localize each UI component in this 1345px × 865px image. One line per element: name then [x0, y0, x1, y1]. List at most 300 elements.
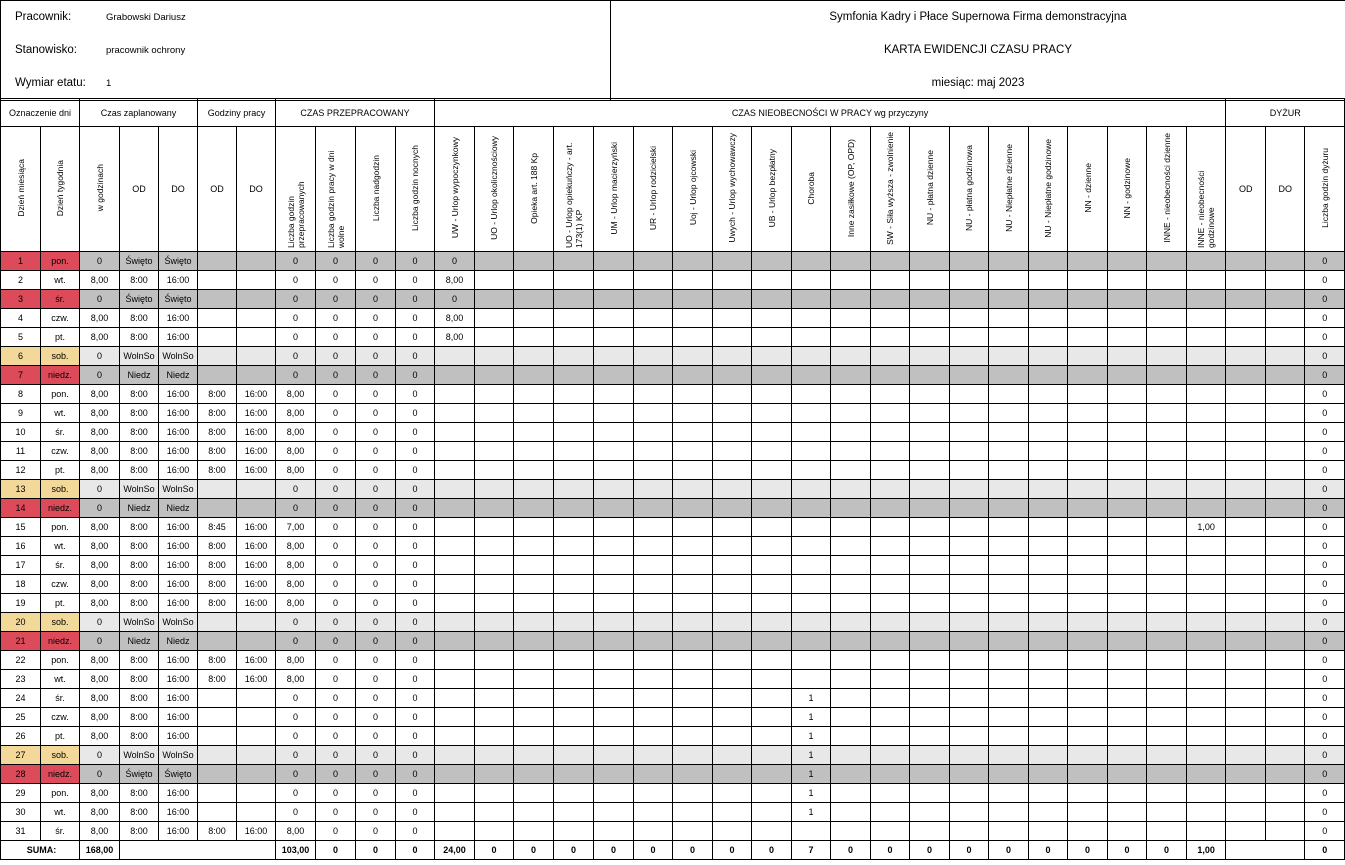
- table-cell: [910, 746, 950, 765]
- table-cell: [514, 575, 554, 594]
- sum-worked: 103,00: [276, 841, 316, 860]
- group-header-row: [1, 99, 1345, 127]
- table-cell: [475, 613, 514, 632]
- column-header: [554, 127, 594, 252]
- table-cell: [1029, 575, 1068, 594]
- table-cell: [950, 822, 989, 841]
- table-cell: [594, 480, 634, 499]
- table-cell: 8,00: [80, 651, 120, 670]
- table-cell: 0: [276, 309, 316, 328]
- table-cell: 19: [1, 594, 41, 613]
- table-cell: 0: [1305, 309, 1345, 328]
- table-cell: 16:00: [237, 594, 276, 613]
- table-cell: 16: [1, 537, 41, 556]
- table-cell: [1187, 461, 1226, 480]
- table-cell: 0: [316, 252, 356, 271]
- table-cell: Święto: [159, 765, 198, 784]
- table-cell: [475, 309, 514, 328]
- table-cell: 8:00: [120, 423, 159, 442]
- table-cell: [989, 556, 1029, 575]
- table-cell: 0: [1305, 480, 1345, 499]
- table-cell: 0: [396, 290, 435, 309]
- table-cell: [989, 366, 1029, 385]
- table-cell: [950, 537, 989, 556]
- table-cell: [950, 404, 989, 423]
- table-cell: 0: [80, 613, 120, 632]
- table-cell: [514, 385, 554, 404]
- table-cell: [1147, 670, 1187, 689]
- table-cell: [910, 290, 950, 309]
- table-cell: [910, 271, 950, 290]
- table-cell: [1068, 309, 1108, 328]
- table-cell: [594, 499, 634, 518]
- sum-empty: [120, 841, 276, 860]
- table-cell: [198, 765, 237, 784]
- table-cell: [752, 784, 792, 803]
- table-cell: 8,00: [276, 442, 316, 461]
- table-cell: [1187, 423, 1226, 442]
- table-cell: [752, 518, 792, 537]
- table-cell: [989, 290, 1029, 309]
- table-cell: [831, 689, 871, 708]
- table-cell: 8,00: [80, 271, 120, 290]
- table-cell: [1266, 708, 1305, 727]
- table-cell: [594, 442, 634, 461]
- table-cell: [594, 784, 634, 803]
- table-cell: 16:00: [237, 461, 276, 480]
- table-cell: [910, 822, 950, 841]
- table-cell: 8,00: [276, 822, 316, 841]
- sum-absence: 0: [634, 841, 673, 860]
- table-cell: 2: [1, 271, 41, 290]
- table-cell: [713, 632, 752, 651]
- table-cell: [1029, 404, 1068, 423]
- table-row: [1, 670, 1345, 689]
- table-cell: [1226, 746, 1266, 765]
- table-cell: [475, 423, 514, 442]
- table-cell: [554, 480, 594, 499]
- table-cell: 29: [1, 784, 41, 803]
- table-cell: 22: [1, 651, 41, 670]
- table-cell: 8:00: [120, 575, 159, 594]
- table-cell: [1266, 499, 1305, 518]
- table-cell: 16:00: [159, 328, 198, 347]
- table-cell: [237, 708, 276, 727]
- table-cell: [1147, 385, 1187, 404]
- table-cell: [237, 328, 276, 347]
- table-cell: 16:00: [237, 537, 276, 556]
- table-cell: 0: [1305, 556, 1345, 575]
- table-cell: [673, 328, 713, 347]
- table-cell: [475, 404, 514, 423]
- table-cell: [1068, 651, 1108, 670]
- table-cell: [831, 347, 871, 366]
- table-cell: [198, 613, 237, 632]
- table-cell: [634, 613, 673, 632]
- table-cell: [1068, 765, 1108, 784]
- table-cell: [752, 480, 792, 499]
- table-row: [1, 461, 1345, 480]
- table-row: [1, 803, 1345, 822]
- table-cell: [514, 822, 554, 841]
- table-cell: 8,00: [80, 727, 120, 746]
- table-cell: [1068, 746, 1108, 765]
- table-cell: [871, 366, 910, 385]
- table-cell: [950, 689, 989, 708]
- table-cell: [237, 290, 276, 309]
- table-cell: [673, 518, 713, 537]
- table-cell: [910, 480, 950, 499]
- table-row: [1, 404, 1345, 423]
- table-cell: 0: [356, 328, 396, 347]
- table-cell: [792, 423, 831, 442]
- table-cell: [554, 689, 594, 708]
- table-cell: [871, 537, 910, 556]
- table-cell: [634, 404, 673, 423]
- table-cell: [435, 575, 475, 594]
- table-cell: [792, 252, 831, 271]
- table-cell: [1266, 632, 1305, 651]
- table-cell: [514, 708, 554, 727]
- table-cell: 0: [316, 632, 356, 651]
- table-cell: [713, 518, 752, 537]
- table-cell: [871, 632, 910, 651]
- table-cell: Święto: [120, 252, 159, 271]
- column-header-label: NN - dzienne: [1082, 163, 1093, 213]
- table-cell: [1187, 290, 1226, 309]
- table-cell: 0: [276, 252, 316, 271]
- column-header-label: Liczba godzin przepracowanych: [285, 181, 306, 248]
- table-cell: [634, 537, 673, 556]
- table-cell: 0: [80, 632, 120, 651]
- table-cell: [950, 746, 989, 765]
- table-cell: [950, 613, 989, 632]
- table-cell: [435, 385, 475, 404]
- table-cell: 0: [356, 461, 396, 480]
- table-cell: [554, 765, 594, 784]
- column-header: [1266, 127, 1305, 252]
- table-cell: [871, 803, 910, 822]
- table-cell: 0: [1305, 423, 1345, 442]
- table-cell: [237, 765, 276, 784]
- table-cell: [871, 309, 910, 328]
- table-cell: śr.: [41, 556, 80, 575]
- table-cell: [792, 556, 831, 575]
- column-header-label: NU - płatna godzinowa: [964, 145, 975, 231]
- column-header: [41, 127, 80, 252]
- table-cell: 0: [396, 252, 435, 271]
- table-cell: 0: [316, 822, 356, 841]
- table-cell: [1266, 518, 1305, 537]
- table-cell: [237, 480, 276, 499]
- table-cell: [198, 290, 237, 309]
- employee-info: [1, 1, 611, 101]
- table-cell: [514, 746, 554, 765]
- table-cell: [1147, 765, 1187, 784]
- table-cell: [1068, 575, 1108, 594]
- sum-absence: 0: [1068, 841, 1108, 860]
- column-header: [950, 127, 989, 252]
- table-cell: [435, 556, 475, 575]
- table-cell: 0: [356, 594, 396, 613]
- table-cell: [594, 328, 634, 347]
- table-cell: 16:00: [237, 822, 276, 841]
- table-cell: 8:00: [198, 385, 237, 404]
- table-cell: [752, 347, 792, 366]
- table-cell: [713, 784, 752, 803]
- table-cell: [554, 594, 594, 613]
- table-cell: [634, 499, 673, 518]
- table-cell: [950, 385, 989, 404]
- sum-absence: 0: [910, 841, 950, 860]
- table-cell: 8,00: [80, 328, 120, 347]
- table-cell: [910, 385, 950, 404]
- table-cell: [871, 518, 910, 537]
- table-cell: [475, 442, 514, 461]
- table-cell: [514, 632, 554, 651]
- table-cell: [831, 461, 871, 480]
- table-cell: [594, 252, 634, 271]
- table-cell: [554, 632, 594, 651]
- table-cell: [475, 575, 514, 594]
- table-cell: [514, 347, 554, 366]
- table-cell: [1266, 290, 1305, 309]
- table-cell: 8,00: [276, 594, 316, 613]
- table-cell: [989, 784, 1029, 803]
- table-cell: [594, 309, 634, 328]
- table-cell: 25: [1, 708, 41, 727]
- table-cell: [831, 423, 871, 442]
- table-cell: 8:00: [120, 708, 159, 727]
- group-absence: CZAS NIEOBECNOŚCI W PRACY wg przyczyny: [435, 99, 1226, 127]
- table-cell: 0: [1305, 651, 1345, 670]
- table-cell: 8:00: [120, 309, 159, 328]
- table-cell: [673, 784, 713, 803]
- table-cell: [792, 537, 831, 556]
- table-cell: 1: [792, 784, 831, 803]
- table-cell: [1068, 670, 1108, 689]
- table-cell: 7,00: [276, 518, 316, 537]
- table-cell: [594, 594, 634, 613]
- table-cell: 28: [1, 765, 41, 784]
- table-cell: 8:00: [198, 537, 237, 556]
- table-cell: 0: [1305, 708, 1345, 727]
- table-cell: 0: [356, 404, 396, 423]
- column-header-label: OD: [1238, 184, 1253, 194]
- header-block: [0, 0, 1345, 101]
- table-cell: 16:00: [237, 385, 276, 404]
- table-cell: 16:00: [159, 518, 198, 537]
- table-cell: 0: [396, 499, 435, 518]
- table-cell: [237, 271, 276, 290]
- table-cell: niedz.: [41, 499, 80, 518]
- table-cell: 0: [396, 803, 435, 822]
- table-cell: 0: [396, 689, 435, 708]
- table-cell: śr.: [41, 689, 80, 708]
- table-cell: [198, 784, 237, 803]
- table-cell: [989, 518, 1029, 537]
- table-cell: [554, 347, 594, 366]
- table-cell: [950, 499, 989, 518]
- table-cell: 0: [276, 746, 316, 765]
- table-cell: [989, 670, 1029, 689]
- table-cell: 16:00: [237, 556, 276, 575]
- column-header: [1187, 127, 1226, 252]
- table-cell: 0: [356, 689, 396, 708]
- table-cell: [1147, 613, 1187, 632]
- table-cell: [1029, 556, 1068, 575]
- table-cell: 8,00: [276, 556, 316, 575]
- table-cell: [1029, 499, 1068, 518]
- table-cell: [1226, 404, 1266, 423]
- table-cell: 16:00: [237, 404, 276, 423]
- table-cell: [435, 746, 475, 765]
- table-cell: [989, 385, 1029, 404]
- table-cell: 1,00: [1187, 518, 1226, 537]
- table-row: [1, 689, 1345, 708]
- table-cell: [831, 271, 871, 290]
- table-cell: 0: [1305, 765, 1345, 784]
- table-cell: 16:00: [159, 309, 198, 328]
- table-cell: [554, 366, 594, 385]
- table-cell: [1226, 480, 1266, 499]
- column-header: [910, 127, 950, 252]
- table-cell: [910, 670, 950, 689]
- column-header: [752, 127, 792, 252]
- table-cell: [673, 252, 713, 271]
- column-header-label: Uoj - Urlop ojcowski: [687, 150, 698, 226]
- table-cell: [950, 309, 989, 328]
- table-cell: 16:00: [237, 651, 276, 670]
- table-cell: 0: [396, 784, 435, 803]
- table-cell: [1226, 689, 1266, 708]
- table-cell: 0: [396, 594, 435, 613]
- table-cell: [673, 480, 713, 499]
- table-cell: 0: [356, 575, 396, 594]
- table-cell: [989, 613, 1029, 632]
- table-cell: [594, 689, 634, 708]
- table-cell: 0: [396, 271, 435, 290]
- table-cell: [1068, 366, 1108, 385]
- group-days: Oznaczenie dni: [1, 99, 80, 127]
- table-cell: [752, 765, 792, 784]
- table-cell: [1108, 328, 1147, 347]
- table-cell: [831, 309, 871, 328]
- table-cell: pon.: [41, 385, 80, 404]
- table-cell: [198, 803, 237, 822]
- table-cell: 8:00: [120, 784, 159, 803]
- table-cell: [1147, 651, 1187, 670]
- table-cell: 0: [276, 613, 316, 632]
- table-cell: 0: [396, 518, 435, 537]
- table-cell: [989, 442, 1029, 461]
- table-cell: [1266, 575, 1305, 594]
- table-cell: [871, 271, 910, 290]
- table-cell: [713, 689, 752, 708]
- table-cell: [1266, 765, 1305, 784]
- table-cell: 18: [1, 575, 41, 594]
- table-cell: 0: [316, 480, 356, 499]
- sum-absence: 0: [1029, 841, 1068, 860]
- table-cell: [792, 442, 831, 461]
- table-cell: WolnSo: [159, 480, 198, 499]
- table-cell: Niedz: [120, 499, 159, 518]
- table-cell: 8:00: [198, 404, 237, 423]
- table-cell: 0: [1305, 385, 1345, 404]
- table-cell: [950, 347, 989, 366]
- table-cell: [1187, 537, 1226, 556]
- table-cell: [475, 499, 514, 518]
- table-cell: 0: [316, 423, 356, 442]
- table-cell: WolnSo: [159, 347, 198, 366]
- table-cell: [910, 328, 950, 347]
- table-cell: pt.: [41, 328, 80, 347]
- table-cell: [713, 613, 752, 632]
- table-cell: [514, 499, 554, 518]
- table-cell: [475, 689, 514, 708]
- table-row: [1, 366, 1345, 385]
- table-cell: [1029, 537, 1068, 556]
- table-cell: [594, 347, 634, 366]
- company-name: Symfonia Kadry i Płace Supernowa Firma demonstracyjna: [829, 11, 1127, 23]
- table-cell: [910, 651, 950, 670]
- table-cell: [1266, 347, 1305, 366]
- table-cell: 8:45: [198, 518, 237, 537]
- table-cell: 0: [1305, 803, 1345, 822]
- table-cell: [831, 366, 871, 385]
- table-cell: [554, 822, 594, 841]
- table-cell: [1029, 632, 1068, 651]
- table-cell: 0: [316, 556, 356, 575]
- table-cell: [1147, 689, 1187, 708]
- table-cell: wt.: [41, 271, 80, 290]
- table-cell: [1147, 746, 1187, 765]
- column-header: [514, 127, 554, 252]
- table-cell: [1226, 556, 1266, 575]
- table-cell: 16:00: [237, 575, 276, 594]
- table-row: [1, 499, 1345, 518]
- table-cell: wt.: [41, 404, 80, 423]
- table-cell: 0: [356, 347, 396, 366]
- table-cell: 0: [396, 727, 435, 746]
- table-cell: [950, 252, 989, 271]
- table-cell: [713, 309, 752, 328]
- table-cell: 16:00: [159, 271, 198, 290]
- table-cell: 8,00: [435, 309, 475, 328]
- table-cell: [950, 708, 989, 727]
- table-cell: [792, 385, 831, 404]
- table-cell: 0: [276, 366, 316, 385]
- table-cell: [752, 556, 792, 575]
- table-cell: [989, 499, 1029, 518]
- table-cell: [1108, 309, 1147, 328]
- table-cell: [831, 784, 871, 803]
- table-cell: [1187, 670, 1226, 689]
- table-cell: [950, 518, 989, 537]
- table-cell: 0: [356, 271, 396, 290]
- table-cell: [950, 594, 989, 613]
- table-cell: 8:00: [198, 822, 237, 841]
- column-header: [989, 127, 1029, 252]
- table-cell: 0: [356, 651, 396, 670]
- table-cell: [673, 271, 713, 290]
- table-cell: czw.: [41, 442, 80, 461]
- table-cell: [713, 328, 752, 347]
- table-cell: [634, 366, 673, 385]
- table-cell: [634, 822, 673, 841]
- table-cell: [634, 746, 673, 765]
- table-cell: [435, 632, 475, 651]
